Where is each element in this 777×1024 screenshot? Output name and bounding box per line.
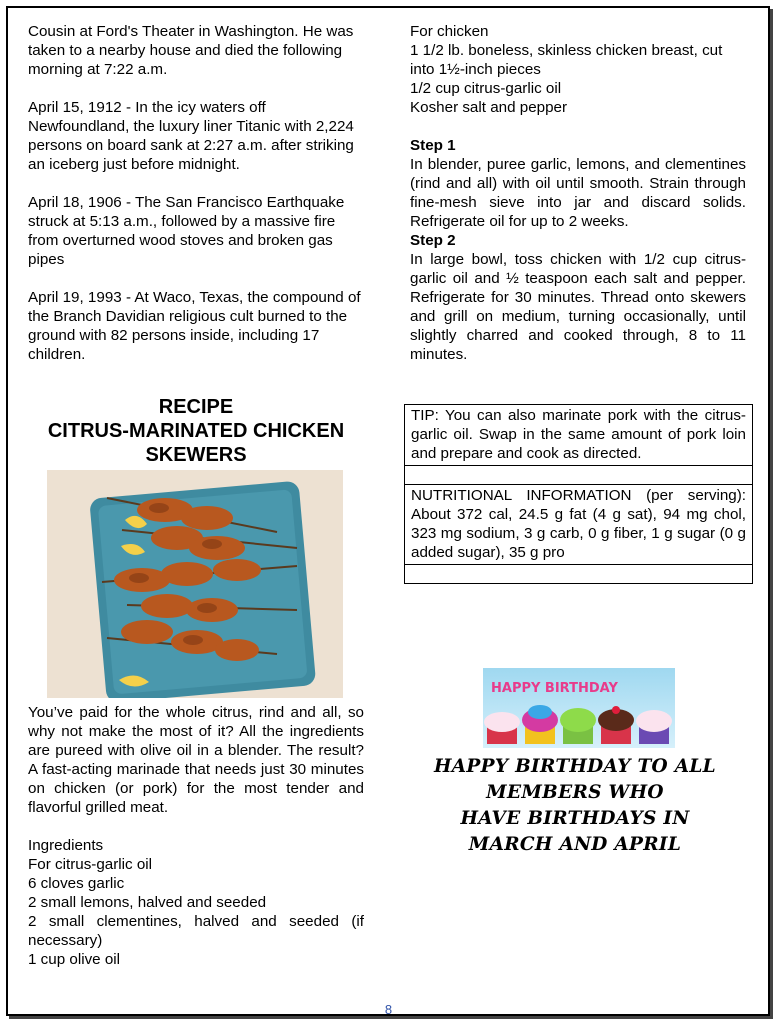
birthday-message xyxy=(400,754,750,858)
ingredient-item: 1 cup olive oil xyxy=(28,951,121,968)
citrus-oil-heading: For citrus-garlic oil xyxy=(28,856,153,873)
step2-text: In large bowl, toss chicken with 1/2 cup citrus-garlic oil and ½ teaspoon each salt and pepper. Refrigerate for 30 minutes. Thread onto skewers and grill on medium, turning occasionally, until slightly charred and cooked through, 8 to 11 minutes. xyxy=(410,251,746,363)
recipe-intro-section xyxy=(28,703,364,969)
ingredient-item: 2 small clementines, halved and seeded (if necessary) xyxy=(28,913,364,949)
tip-nutrition-table xyxy=(404,404,753,584)
birthday-message-line: HAPPY BIRTHDAY TO ALL xyxy=(433,756,716,777)
recipe-title-line: RECIPE xyxy=(158,396,234,418)
history-entry: April 15, 1912 - In the icy waters off Newfoundland, the luxury liner Titanic with 2,224 persons on board sank at 2:27 a.m. after striking an iceberg just before midnight. xyxy=(28,99,354,173)
recipe-title xyxy=(28,395,364,467)
birthday-message-line: MEMBERS WHO xyxy=(486,782,664,803)
page-number: 8 xyxy=(384,1002,393,1017)
birthday-banner-text: HAPPY BIRTHDAY xyxy=(491,681,618,696)
step1-heading: Step 1 xyxy=(410,137,456,154)
recipe-steps-column xyxy=(410,22,746,364)
birthday-message-line: HAVE BIRTHDAYS IN xyxy=(460,808,690,829)
ingredient-item: 6 cloves garlic xyxy=(28,875,125,892)
chicken-heading: For chicken xyxy=(410,23,489,40)
history-entry: April 19, 1993 - At Waco, Texas, the compound of the Branch Davidian religious cult burned to the ground with 82 persons inside, including 17 children. xyxy=(28,289,361,363)
recipe-title-line: CITRUS-MARINATED CHICKEN SKEWERS xyxy=(47,420,345,466)
ingredients-heading: Ingredients xyxy=(28,837,104,854)
step2-heading: Step 2 xyxy=(410,232,456,249)
history-entry: Cousin at Ford's Theater in Washington. He was taken to a nearby house and died the following morning at 7:22 a.m. xyxy=(28,23,354,78)
step1-text: In blender, puree garlic, lemons, and clementines (rind and all) with oil until smooth. Strain through fine-mesh sieve into jar and discard solids. Refrigerate oil for up to 2 weeks. xyxy=(410,156,746,230)
chicken-skewers-photo xyxy=(47,470,343,698)
birthday-message-line: MARCH AND APRIL xyxy=(468,834,682,855)
tip-cell: TIP: You can also marinate pork with the citrus-garlic oil. Swap in the same amount of pork loin and prepare and cook as directed. xyxy=(405,405,753,466)
recipe-intro: You’ve paid for the whole citrus, rind and all, so why not make the most of it? All the ingredients are pureed with olive oil in a blender. The result? A fast-acting marinade that needs just 30 minutes on chicken (or pork) for the most tender and flavorful grilled meat. xyxy=(28,704,364,816)
history-column xyxy=(28,22,364,364)
birthday-cupcakes-image xyxy=(483,668,675,748)
ingredient-item: 1/2 cup citrus-garlic oil xyxy=(410,80,562,97)
ingredient-item: Kosher salt and pepper xyxy=(410,99,568,116)
empty-cell xyxy=(405,466,753,485)
history-entry: April 18, 1906 - The San Francisco Earthquake struck at 5:13 a.m., followed by a massive fire from overturned wood stoves and broken gas pipes xyxy=(28,194,345,268)
empty-cell xyxy=(405,565,753,584)
ingredient-item: 2 small lemons, halved and seeded xyxy=(28,894,267,911)
ingredient-item: 1 1/2 lb. boneless, skinless chicken breast, cut into 1½-inch pieces xyxy=(410,42,723,78)
nutrition-cell: NUTRITIONAL INFORMATION (per serving): About 372 cal, 24.5 g fat (4 g sat), 94 mg chol, 323 mg sodium, 3 g carb, 0 g fiber, 1 g sugar (0 g added sugar), 35 g pro xyxy=(405,485,753,565)
